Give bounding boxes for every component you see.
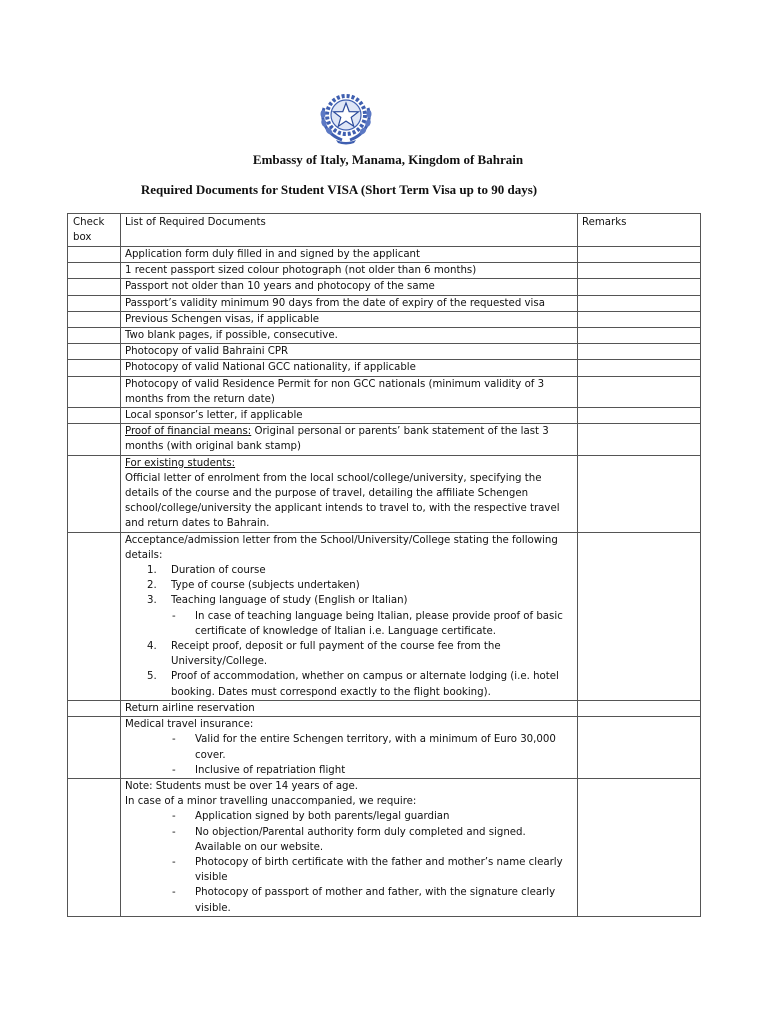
remarks-cell[interactable] <box>578 532 701 700</box>
table-row <box>68 311 701 327</box>
minor-note: Note: Students must be over 14 years of age. <box>125 780 359 792</box>
table-row <box>68 424 701 455</box>
existing-students-text: Official letter of enrolment from the local school/college/university, specifying the details of the course and the purpose of travel, detailing the affiliate Schengen school/college/university the applicant intends to travel to, with the respective travel and return dates to Bahrain. <box>125 472 560 530</box>
remarks-cell[interactable] <box>578 311 701 327</box>
document-cell: Two blank pages, if possible, consecutive. <box>121 328 578 344</box>
list-item: - Valid for the entire Schengen territory, with a minimum of Euro 30,000 cover. <box>172 734 556 761</box>
remarks-cell[interactable] <box>578 279 701 295</box>
check-box-cell[interactable] <box>68 700 121 716</box>
table-row <box>68 295 701 311</box>
list-item: 5. Proof of accommodation, whether on campus or alternate lodging (i.e. hotel booking. Dates must correspond exactly to the flight booking). <box>147 671 559 698</box>
table-row <box>68 778 701 916</box>
document-cell <box>121 778 578 916</box>
document-cell <box>121 424 578 455</box>
list-item: - Photocopy of passport of mother and father, with the signature clearly visible. <box>172 887 556 914</box>
table-row <box>68 700 701 716</box>
list-item: 3. Teaching language of study (English or Italian) <box>147 595 408 607</box>
remarks-cell[interactable] <box>578 408 701 424</box>
column-header-remarks: Remarks <box>578 214 701 247</box>
check-box-cell[interactable] <box>68 279 121 295</box>
document-cell <box>121 532 578 700</box>
remarks-cell[interactable] <box>578 778 701 916</box>
remarks-cell[interactable] <box>578 344 701 360</box>
minor-intro: In case of a minor travelling unaccompanied, we require: <box>125 796 417 808</box>
remarks-cell[interactable] <box>578 376 701 407</box>
document-cell: Photocopy of valid Bahraini CPR <box>121 344 578 360</box>
remarks-cell[interactable] <box>578 424 701 455</box>
existing-students-label: For existing students: <box>125 457 236 469</box>
list-item: 4. Receipt proof, deposit or full payment of the course fee from the University/College. <box>147 641 501 668</box>
document-cell: Passport not older than 10 years and photocopy of the same <box>121 279 578 295</box>
acceptance-list-continued <box>125 639 573 700</box>
document-cell <box>121 455 578 532</box>
list-item: - In case of teaching language being Italian, please provide proof of basic certificate of knowledge of Italian i.e. Language certificate. <box>172 610 563 637</box>
document-cell: Photocopy of valid Residence Permit for non GCC nationals (minimum validity of 3 months from the return date) <box>121 376 578 407</box>
document-cell: Passport’s validity minimum 90 days from the date of expiry of the requested visa <box>121 295 578 311</box>
list-item: - Inclusive of repatriation flight <box>172 764 346 776</box>
column-header-documents: List of Required Documents <box>121 214 578 247</box>
document-cell: Return airline reservation <box>121 700 578 716</box>
document-cell: Photocopy of valid National GCC nationality, if applicable <box>121 360 578 376</box>
list-item: - Photocopy of birth certificate with the father and mother’s name clearly visible <box>172 856 563 884</box>
check-box-cell[interactable] <box>68 247 121 263</box>
list-item: - No objection/Parental authority form duly completed and signed. Available on our website. <box>172 826 526 853</box>
table-row <box>68 717 701 779</box>
financial-label: Proof of financial means: <box>125 426 252 438</box>
required-documents-table <box>67 213 701 917</box>
column-header-check-box: Check box <box>68 214 121 247</box>
table-row <box>68 247 701 263</box>
document-cell: Application form duly filled in and signed by the applicant <box>121 247 578 263</box>
remarks-cell[interactable] <box>578 360 701 376</box>
acceptance-list <box>125 563 573 609</box>
check-box-cell[interactable] <box>68 344 121 360</box>
list-item: 2. Type of course (subjects undertaken) <box>147 580 360 592</box>
check-box-cell[interactable] <box>68 778 121 916</box>
minor-list <box>125 809 573 915</box>
check-box-cell[interactable] <box>68 717 121 779</box>
insurance-intro: Medical travel insurance: <box>125 719 254 731</box>
check-box-cell[interactable] <box>68 376 121 407</box>
table-row <box>68 408 701 424</box>
document-cell: 1 recent passport sized colour photograph (not older than 6 months) <box>121 263 578 279</box>
list-item: 1. Duration of course <box>147 565 266 577</box>
check-box-cell[interactable] <box>68 263 121 279</box>
financial-text: Original personal or parents’ bank statement of the last 3 months (with original bank stamp) <box>125 426 549 453</box>
list-item: - Application signed by both parents/legal guardian <box>172 811 450 823</box>
check-box-cell[interactable] <box>68 408 121 424</box>
insurance-list <box>125 732 573 778</box>
remarks-cell[interactable] <box>578 700 701 716</box>
check-box-cell[interactable] <box>68 328 121 344</box>
acceptance-intro: Acceptance/admission letter from the School/University/College stating the following details: <box>125 534 558 561</box>
table-row <box>68 279 701 295</box>
check-box-cell[interactable] <box>68 455 121 532</box>
page-subtitle: Required Documents for Student VISA (Short Term Visa up to 90 days) <box>140 182 538 197</box>
table-row <box>68 360 701 376</box>
remarks-cell[interactable] <box>578 328 701 344</box>
page-title: Embassy of Italy, Manama, Kingdom of Bahrain <box>252 152 524 167</box>
table-row <box>68 328 701 344</box>
remarks-cell[interactable] <box>578 263 701 279</box>
check-box-cell[interactable] <box>68 311 121 327</box>
table-header-row <box>68 214 701 247</box>
document-cell <box>121 717 578 779</box>
remarks-cell[interactable] <box>578 455 701 532</box>
check-box-cell[interactable] <box>68 295 121 311</box>
italian-republic-emblem-icon <box>316 86 376 146</box>
check-box-cell[interactable] <box>68 424 121 455</box>
remarks-cell[interactable] <box>578 247 701 263</box>
table-row <box>68 376 701 407</box>
remarks-cell[interactable] <box>578 295 701 311</box>
table-row <box>68 532 701 700</box>
table-row <box>68 263 701 279</box>
document-cell: Previous Schengen visas, if applicable <box>121 311 578 327</box>
check-box-cell[interactable] <box>68 532 121 700</box>
language-sub-list <box>125 609 573 639</box>
remarks-cell[interactable] <box>578 717 701 779</box>
document-cell: Local sponsor’s letter, if applicable <box>121 408 578 424</box>
table-row <box>68 455 701 532</box>
check-box-cell[interactable] <box>68 360 121 376</box>
table-row <box>68 344 701 360</box>
